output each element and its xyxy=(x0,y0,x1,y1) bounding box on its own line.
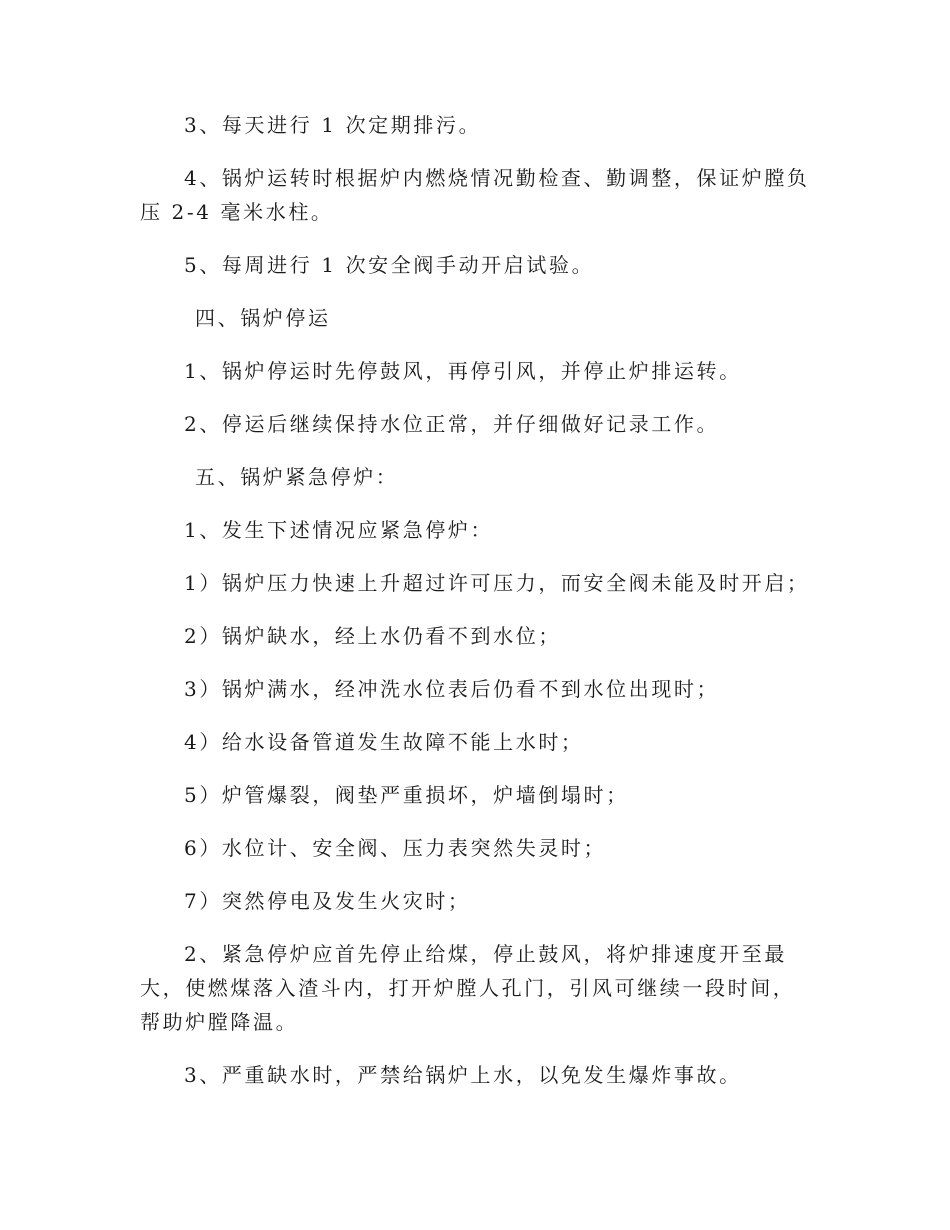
section-heading-emergency-shutdown: 五、锅炉紧急停炉： xyxy=(195,465,399,489)
list-item-feedwater-failure: 4）给水设备管道发生故障不能上水时； xyxy=(184,730,584,754)
paragraph-severe-water-shortage: 3、严重缺水时，严禁给锅炉上水，以免发生爆炸事故。 xyxy=(184,1063,742,1087)
paragraph-shutdown-sequence: 1、锅炉停运时先停鼓风，再停引风，并停止炉排运转。 xyxy=(184,359,742,383)
list-item-tube-burst: 5）炉管爆裂，阀垫严重损坏，炉墙倒塌时； xyxy=(184,783,629,807)
list-item-power-outage-fire: 7）突然停电及发生火灾时； xyxy=(184,889,471,913)
paragraph-emergency-conditions-intro: 1、发生下述情况应紧急停炉： xyxy=(184,518,494,542)
section-heading-boiler-shutdown: 四、锅炉停运 xyxy=(195,306,331,330)
paragraph-daily-blowdown: 3、每天进行 1 次定期排污。 xyxy=(184,113,482,137)
paragraph-safety-valve-test: 5、每周进行 1 次安全阀手动开启试验。 xyxy=(184,253,595,277)
paragraph-furnace-negative-pressure: 4、锅炉运转时根据炉内燃烧情况勤检查、勤调整，保证炉膛负压 2-4 毫米水柱。 xyxy=(140,166,810,224)
list-item-water-overflow: 3）锅炉满水，经冲洗水位表后仍看不到水位出现时； xyxy=(184,677,720,701)
paragraph-post-shutdown-records: 2、停运后继续保持水位正常，并仔细做好记录工作。 xyxy=(184,412,720,436)
paragraph-emergency-procedure: 2、紧急停炉应首先停止给煤，停止鼓风，将炉排速度开至最大，使燃煤落入渣斗内，打开炉膛人孔门，引风可继续一段时间，帮助炉膛降温。 xyxy=(140,942,796,1034)
list-item-instrument-failure: 6）水位计、安全阀、压力表突然失灵时； xyxy=(184,836,607,860)
list-item-overpressure: 1）锅炉压力快速上升超过许可压力，而安全阀未能及时开启； xyxy=(184,571,810,595)
list-item-water-shortage: 2）锅炉缺水，经上水仍看不到水位； xyxy=(184,624,561,648)
document-body xyxy=(140,108,810,1111)
